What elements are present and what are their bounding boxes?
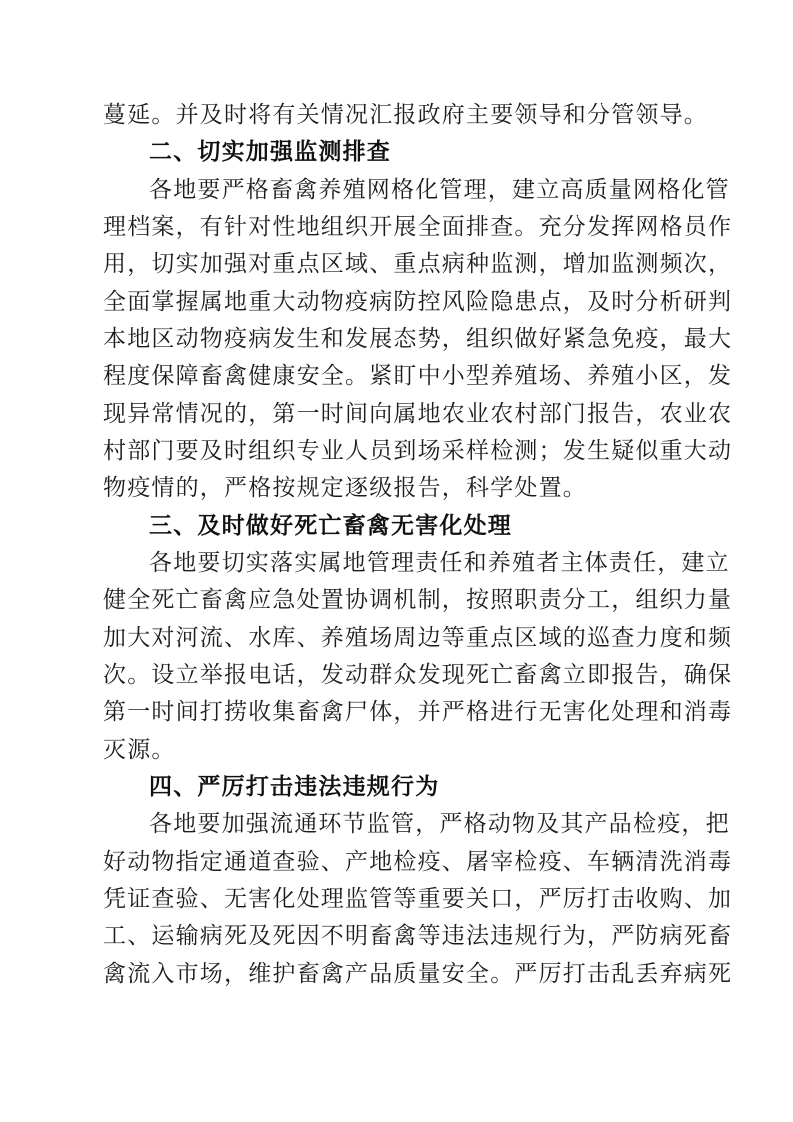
body-line: 各地要加强流通环节监管，严格动物及其产品检疫，把 [149,811,730,837]
body-line: 健全死亡畜禽应急处置协调机制，按照职责分工，组织力量 [103,587,733,613]
body-line: 物疫情的，严格按规定逐级报告，科学处置。 [103,475,587,501]
body-line: 程度保障畜禽健康安全。紧盯中小型养殖场、养殖小区，发 [103,363,733,389]
section-heading-3: 三、及时做好死亡畜禽无害化处理 [149,511,512,538]
body-line: 凭证查验、无害化处理监管等重要关口，严厉打击收购、加 [103,885,733,911]
paragraph-continuation-line: 蔓延。并及时将有关情况汇报政府主要领导和分管领导。 [103,102,708,127]
section-heading-4: 四、严厉打击违法违规行为 [149,772,440,799]
body-line: 次。设立举报电话，发动群众发现死亡畜禽立即报告，确保 [103,661,733,687]
body-line: 本地区动物疫病发生和发展态势，组织做好紧急免疫，最大 [103,325,733,351]
body-line: 村部门要及时组织专业人员到场采样检测；发生疑似重大动 [103,437,733,463]
body-line: 加大对河流、水库、养殖场周边等重点区域的巡查力度和频 [103,624,733,650]
body-line: 好动物指定通道查验、产地检疫、屠宰检疫、车辆清洗消毒 [103,848,733,874]
body-line: 理档案，有针对性地组织开展全面排查。充分发挥网格员作 [103,213,733,239]
body-line: 全面掌握属地重大动物疫病防控风险隐患点，及时分析研判 [103,288,733,314]
body-line: 灭源。 [103,736,176,762]
body-line: 各地要严格畜禽养殖网格化管理，建立高质量网格化管 [149,176,730,202]
section-heading-2: 二、切实加强监测排查 [149,138,391,165]
body-line: 工、运输病死及死因不明畜禽等违法违规行为，严防病死畜 [103,923,733,949]
body-line: 用，切实加强对重点区域、重点病种监测，增加监测频次， [103,251,733,277]
body-line: 现异常情况的，第一时间向属地农业农村部门报告，农业农 [103,400,733,426]
document-body [103,96,745,992]
body-line: 各地要切实落实属地管理责任和养殖者主体责任，建立 [149,549,730,575]
body-line: 第一时间打捞收集畜禽尸体，并严格进行无害化处理和消毒 [103,699,733,725]
body-line: 禽流入市场，维护畜禽产品质量安全。严厉打击乱丢弃病死 [103,960,733,986]
